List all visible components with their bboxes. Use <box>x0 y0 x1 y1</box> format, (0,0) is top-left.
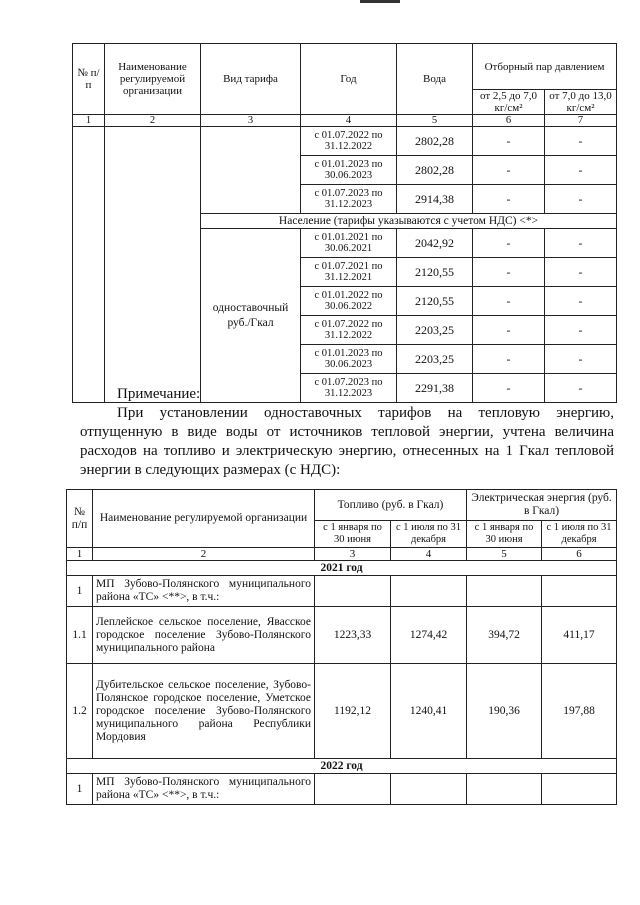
steam-low-value: - <box>473 185 545 214</box>
header-fuel: Топливо (руб. в Гкал) <box>315 490 467 521</box>
steam-low-value: - <box>473 374 545 403</box>
water-value: 2802,28 <box>397 127 473 156</box>
steam-low-value: - <box>473 316 545 345</box>
col-number: 4 <box>301 115 397 127</box>
col-number: 5 <box>397 115 473 127</box>
electric-h1 <box>467 576 542 607</box>
water-value: 2291,38 <box>397 374 473 403</box>
steam-high-value: - <box>545 229 617 258</box>
steam-low-value: - <box>473 258 545 287</box>
column-numbers-row <box>73 115 617 127</box>
period-cell: с 01.07.2023 по 31.12.2023 <box>301 185 397 214</box>
fuel-h2: 1240,41 <box>391 664 467 759</box>
steam-high-value: - <box>545 258 617 287</box>
steam-low-value: - <box>473 345 545 374</box>
col-number: 1 <box>67 548 93 561</box>
electric-h2: 411,17 <box>542 607 617 664</box>
table-row <box>67 576 617 607</box>
electric-h1: 394,72 <box>467 607 542 664</box>
steam-high-value: - <box>545 156 617 185</box>
tariff-type: одноставочный руб./Гкал <box>201 229 301 403</box>
table-row <box>67 664 617 759</box>
water-value: 2120,55 <box>397 287 473 316</box>
header-electric: Электрическая энергия (руб. в Гкал) <box>467 490 617 521</box>
cell-org-empty <box>105 127 201 403</box>
note-heading: Примечание: <box>117 386 201 402</box>
steam-low-value: - <box>473 287 545 316</box>
water-value: 2802,28 <box>397 156 473 185</box>
header-water: Вода <box>397 44 473 115</box>
header-steam-low: от 2,5 до 7,0 кг/см² <box>473 90 545 115</box>
table-row <box>67 774 617 805</box>
column-numbers-row <box>67 548 617 561</box>
org-name: МП Зубово-Полянского муниципального района «ТС» <**>, в т.ч.: <box>93 576 315 607</box>
header-tariff: Вид тарифа <box>201 44 301 115</box>
row-num: 1 <box>67 774 93 805</box>
period-cell: с 01.01.2022 по 30.06.2022 <box>301 287 397 316</box>
fuel-h1: 1223,33 <box>315 607 391 664</box>
header-org: Наименование регулируемой организации <box>105 44 201 115</box>
col-number: 6 <box>542 548 617 561</box>
header-year: Год <box>301 44 397 115</box>
steam-high-value: - <box>545 345 617 374</box>
fuel-h1 <box>315 576 391 607</box>
year-2021-label: 2021 год <box>67 561 617 576</box>
fuel-h1 <box>315 774 391 805</box>
col-number: 4 <box>391 548 467 561</box>
row-num: 1.1 <box>67 607 93 664</box>
period-cell: с 01.01.2021 по 30.06.2021 <box>301 229 397 258</box>
steam-high-value: - <box>545 185 617 214</box>
header-num: № п/п <box>67 490 93 548</box>
electric-h1 <box>467 774 542 805</box>
col-number: 6 <box>473 115 545 127</box>
electric-h2 <box>542 576 617 607</box>
steam-high-value: - <box>545 287 617 316</box>
header-electric-jul-dec: с 1 июля по 31 декабря <box>542 521 617 548</box>
page-top-fragment <box>360 0 400 3</box>
col-number: 3 <box>201 115 301 127</box>
header-steam-high: от 7,0 до 13,0 кг/см² <box>545 90 617 115</box>
fuel-h2: 1274,42 <box>391 607 467 664</box>
cell-tariff-empty <box>201 127 301 214</box>
col-number: 3 <box>315 548 391 561</box>
header-steam: Отборный пар давлением <box>473 44 617 90</box>
note-text: При установлении одноставочных тарифов на тепловую энергию, отпущенную в виде воды от источников тепловой энергии, учтена величина расходов на топливо и электрическую энергию, отнесенных на 1 Гкал тепловой энергии в следующих размерах (с НДС): <box>80 405 614 478</box>
water-value: 2042,92 <box>397 229 473 258</box>
water-value: 2203,25 <box>397 345 473 374</box>
table-row <box>67 607 617 664</box>
period-cell: с 01.07.2023 по 31.12.2023 <box>301 374 397 403</box>
electric-h2 <box>542 774 617 805</box>
expenses-table <box>66 489 617 805</box>
steam-high-value: - <box>545 374 617 403</box>
row-num: 1 <box>67 576 93 607</box>
tariff-table <box>72 43 617 403</box>
header-electric-jan-jun: с 1 января по 30 июня <box>467 521 542 548</box>
row-num: 1.2 <box>67 664 93 759</box>
col-number: 2 <box>93 548 315 561</box>
org-name: Леплейское сельское поселение, Явасское городское поселение Зубово-Полянского муниципального района <box>93 607 315 664</box>
section-label: Население (тарифы указываются с учетом НДС) <*> <box>201 214 617 229</box>
fuel-h2 <box>391 576 467 607</box>
electric-h2: 197,88 <box>542 664 617 759</box>
fuel-h2 <box>391 774 467 805</box>
year-row <box>67 561 617 576</box>
col-number: 7 <box>545 115 617 127</box>
water-value: 2914,38 <box>397 185 473 214</box>
header-org: Наименование регулируемой организации <box>93 490 315 548</box>
table-row <box>73 127 617 156</box>
steam-high-value: - <box>545 316 617 345</box>
col-number: 1 <box>73 115 105 127</box>
header-num: № п/п <box>73 44 105 115</box>
period-cell: с 01.07.2022 по 31.12.2022 <box>301 127 397 156</box>
steam-low-value: - <box>473 156 545 185</box>
period-cell: с 01.07.2022 по 31.12.2022 <box>301 316 397 345</box>
period-cell: с 01.01.2023 по 30.06.2023 <box>301 156 397 185</box>
steam-low-value: - <box>473 127 545 156</box>
year-2022-label: 2022 год <box>67 759 617 774</box>
period-cell: с 01.01.2023 по 30.06.2023 <box>301 345 397 374</box>
steam-high-value: - <box>545 127 617 156</box>
col-number: 5 <box>467 548 542 561</box>
period-cell: с 01.07.2021 по 31.12.2021 <box>301 258 397 287</box>
electric-h1: 190,36 <box>467 664 542 759</box>
year-row <box>67 759 617 774</box>
header-fuel-jul-dec: с 1 июля по 31 декабря <box>391 521 467 548</box>
cell-num-empty <box>73 127 105 403</box>
steam-low-value: - <box>473 229 545 258</box>
org-name: МП Зубово-Полянского муниципального района «ТС» <**>, в т.ч.: <box>93 774 315 805</box>
org-name: Дубительское сельское поселение, Зубово-Полянское городское поселение, Уметское городское поселение Зубово-Полянского муниципального района Республики Мордовия <box>93 664 315 759</box>
water-value: 2203,25 <box>397 316 473 345</box>
note-block <box>80 385 614 480</box>
header-fuel-jan-jun: с 1 января по 30 июня <box>315 521 391 548</box>
col-number: 2 <box>105 115 201 127</box>
water-value: 2120,55 <box>397 258 473 287</box>
fuel-h1: 1192,12 <box>315 664 391 759</box>
